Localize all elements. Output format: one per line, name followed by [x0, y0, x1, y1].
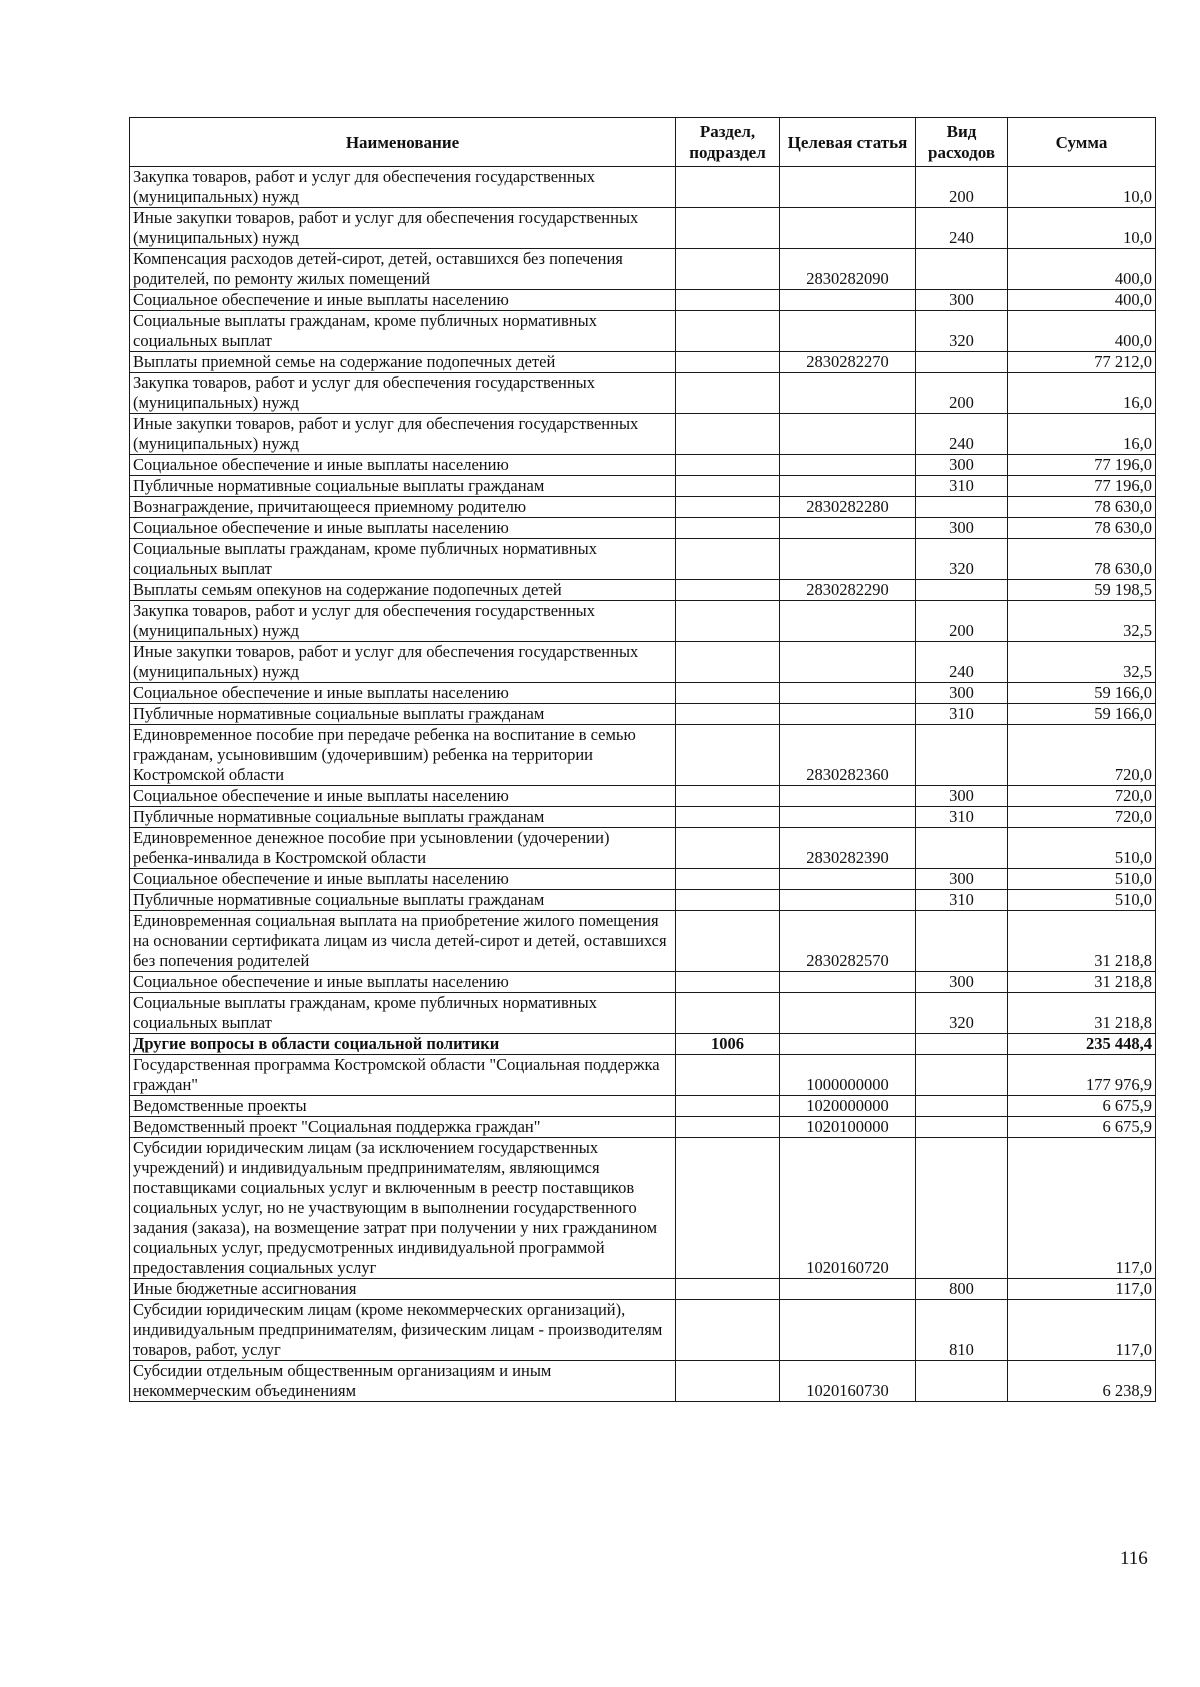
- cell-sum: 77 196,0: [1008, 455, 1156, 476]
- cell-sum: 400,0: [1008, 311, 1156, 352]
- cell-section: [676, 167, 780, 208]
- cell-kind: [916, 1138, 1008, 1279]
- cell-article: 2830282290: [780, 580, 916, 601]
- cell-article: [780, 807, 916, 828]
- cell-kind: 240: [916, 208, 1008, 249]
- cell-name: Иные бюджетные ассигнования: [130, 1279, 676, 1300]
- cell-kind: [916, 1034, 1008, 1055]
- cell-name: Государственная программа Костромской области "Социальная поддержка граждан": [130, 1055, 676, 1096]
- cell-sum: 16,0: [1008, 373, 1156, 414]
- cell-sum: 31 218,8: [1008, 972, 1156, 993]
- table-row: [130, 580, 1156, 601]
- cell-name: Социальное обеспечение и иные выплаты населению: [130, 683, 676, 704]
- cell-section: [676, 642, 780, 683]
- cell-kind: [916, 352, 1008, 373]
- table-header-row: [130, 118, 1156, 167]
- cell-article: [780, 208, 916, 249]
- table-row: [130, 497, 1156, 518]
- cell-article: [780, 869, 916, 890]
- cell-kind: 310: [916, 807, 1008, 828]
- cell-name: Социальное обеспечение и иные выплаты населению: [130, 455, 676, 476]
- header-sum: Сумма: [1008, 118, 1156, 167]
- table-row: [130, 683, 1156, 704]
- cell-article: [780, 683, 916, 704]
- table-row: [130, 518, 1156, 539]
- cell-section: [676, 1361, 780, 1402]
- cell-section: [676, 1096, 780, 1117]
- cell-name: Ведомственный проект "Социальная поддержка граждан": [130, 1117, 676, 1138]
- cell-sum: 117,0: [1008, 1279, 1156, 1300]
- cell-kind: [916, 580, 1008, 601]
- cell-sum: 117,0: [1008, 1138, 1156, 1279]
- cell-section: [676, 1117, 780, 1138]
- cell-kind: [916, 911, 1008, 972]
- page-number: 116: [1120, 1548, 1148, 1569]
- cell-section: [676, 208, 780, 249]
- cell-article: [780, 786, 916, 807]
- table-row: [130, 890, 1156, 911]
- cell-section: [676, 828, 780, 869]
- table-row: [130, 352, 1156, 373]
- cell-sum: 6 675,9: [1008, 1096, 1156, 1117]
- cell-article: 1020000000: [780, 1096, 916, 1117]
- cell-kind: 300: [916, 455, 1008, 476]
- table-row: [130, 642, 1156, 683]
- cell-section: [676, 476, 780, 497]
- cell-kind: 200: [916, 373, 1008, 414]
- cell-name: Выплаты семьям опекунов на содержание подопечных детей: [130, 580, 676, 601]
- cell-kind: [916, 828, 1008, 869]
- cell-section: [676, 414, 780, 455]
- cell-name: Единовременное денежное пособие при усыновлении (удочерении) ребенка-инвалида в Костромской области: [130, 828, 676, 869]
- cell-article: [780, 414, 916, 455]
- cell-name: Публичные нормативные социальные выплаты гражданам: [130, 476, 676, 497]
- table-row: [130, 1300, 1156, 1361]
- cell-name: Социальное обеспечение и иные выплаты населению: [130, 786, 676, 807]
- cell-article: 1020100000: [780, 1117, 916, 1138]
- table-row: [130, 290, 1156, 311]
- cell-kind: 300: [916, 518, 1008, 539]
- cell-sum: 78 630,0: [1008, 518, 1156, 539]
- cell-article: 1000000000: [780, 1055, 916, 1096]
- cell-kind: 240: [916, 414, 1008, 455]
- cell-sum: 400,0: [1008, 290, 1156, 311]
- cell-section: [676, 497, 780, 518]
- cell-name: Публичные нормативные социальные выплаты гражданам: [130, 890, 676, 911]
- cell-kind: 310: [916, 476, 1008, 497]
- cell-name: Публичные нормативные социальные выплаты гражданам: [130, 807, 676, 828]
- cell-kind: 200: [916, 167, 1008, 208]
- table-row: [130, 414, 1156, 455]
- cell-sum: 510,0: [1008, 828, 1156, 869]
- cell-name: Ведомственные проекты: [130, 1096, 676, 1117]
- cell-kind: [916, 1055, 1008, 1096]
- cell-name: Субсидии юридическим лицам (за исключением государственных учреждений) и индивидуальным предпринимателям, являющимся поставщиками социальных услуг и включенным в реестр поставщиков социальных услуг, но не участвующим в выполнении государственного задания (заказа), на возмещение затрат при получении у них гражданином социальных услуг, предусмотренных индивидуальной программой предоставления социальных услуг: [130, 1138, 676, 1279]
- cell-sum: 6 238,9: [1008, 1361, 1156, 1402]
- cell-section: [676, 290, 780, 311]
- cell-article: [780, 311, 916, 352]
- cell-section: [676, 580, 780, 601]
- table-body: [130, 167, 1156, 1402]
- table-row: [130, 539, 1156, 580]
- cell-sum: 78 630,0: [1008, 539, 1156, 580]
- cell-article: [780, 518, 916, 539]
- table-row: [130, 807, 1156, 828]
- cell-kind: 310: [916, 704, 1008, 725]
- cell-section: [676, 311, 780, 352]
- cell-sum: 510,0: [1008, 890, 1156, 911]
- cell-kind: 320: [916, 311, 1008, 352]
- cell-section: [676, 518, 780, 539]
- cell-name: Единовременное пособие при передаче ребенка на воспитание в семью гражданам, усыновившим (удочерившим) ребенка на территории Костромской области: [130, 725, 676, 786]
- cell-kind: [916, 497, 1008, 518]
- cell-sum: 77 212,0: [1008, 352, 1156, 373]
- cell-article: [780, 890, 916, 911]
- cell-sum: 16,0: [1008, 414, 1156, 455]
- cell-section: [676, 869, 780, 890]
- cell-article: [780, 167, 916, 208]
- cell-sum: 10,0: [1008, 167, 1156, 208]
- cell-article: 2830282570: [780, 911, 916, 972]
- cell-name: Компенсация расходов детей-сирот, детей, оставшихся без попечения родителей, по ремонту жилых помещений: [130, 249, 676, 290]
- cell-name: Социальное обеспечение и иные выплаты населению: [130, 972, 676, 993]
- cell-name: Социальное обеспечение и иные выплаты населению: [130, 290, 676, 311]
- table-row: [130, 167, 1156, 208]
- cell-kind: 300: [916, 683, 1008, 704]
- cell-article: [780, 642, 916, 683]
- header-name: Наименование: [130, 118, 676, 167]
- header-kind: Вид расходов: [916, 118, 1008, 167]
- cell-sum: 78 630,0: [1008, 497, 1156, 518]
- cell-sum: 59 166,0: [1008, 683, 1156, 704]
- table-row: [130, 786, 1156, 807]
- cell-article: [780, 539, 916, 580]
- cell-section: [676, 539, 780, 580]
- table-row: [130, 704, 1156, 725]
- cell-kind: 200: [916, 601, 1008, 642]
- table-row: [130, 1096, 1156, 1117]
- table-row: [130, 1117, 1156, 1138]
- cell-kind: 240: [916, 642, 1008, 683]
- cell-kind: 300: [916, 869, 1008, 890]
- budget-table: [129, 117, 1156, 1402]
- cell-article: 1020160730: [780, 1361, 916, 1402]
- cell-kind: 300: [916, 290, 1008, 311]
- header-section: Раздел, подраздел: [676, 118, 780, 167]
- cell-name: Выплаты приемной семье на содержание подопечных детей: [130, 352, 676, 373]
- cell-name: Социальные выплаты гражданам, кроме публичных нормативных социальных выплат: [130, 539, 676, 580]
- cell-section: [676, 455, 780, 476]
- cell-sum: 177 976,9: [1008, 1055, 1156, 1096]
- cell-section: [676, 1300, 780, 1361]
- cell-section: [676, 911, 780, 972]
- cell-article: [780, 476, 916, 497]
- cell-section: [676, 972, 780, 993]
- cell-article: 2830282270: [780, 352, 916, 373]
- table-row: [130, 869, 1156, 890]
- cell-section: [676, 807, 780, 828]
- cell-sum: 510,0: [1008, 869, 1156, 890]
- cell-article: 1020160720: [780, 1138, 916, 1279]
- cell-section: [676, 704, 780, 725]
- cell-article: [780, 704, 916, 725]
- cell-sum: 720,0: [1008, 725, 1156, 786]
- cell-name: Публичные нормативные социальные выплаты гражданам: [130, 704, 676, 725]
- cell-section: [676, 683, 780, 704]
- cell-sum: 59 198,5: [1008, 580, 1156, 601]
- cell-kind: 320: [916, 539, 1008, 580]
- table-row: [130, 1279, 1156, 1300]
- cell-section: 1006: [676, 1034, 780, 1055]
- cell-kind: 300: [916, 972, 1008, 993]
- cell-name: Другие вопросы в области социальной политики: [130, 1034, 676, 1055]
- cell-name: Иные закупки товаров, работ и услуг для обеспечения государственных (муниципальных) нужд: [130, 208, 676, 249]
- cell-article: [780, 455, 916, 476]
- cell-kind: 320: [916, 993, 1008, 1034]
- table-row: [130, 911, 1156, 972]
- cell-name: Субсидии юридическим лицам (кроме некоммерческих организаций), индивидуальным предпринимателям, физическим лицам - производителям товаров, работ, услуг: [130, 1300, 676, 1361]
- cell-section: [676, 249, 780, 290]
- table-row: [130, 249, 1156, 290]
- cell-article: [780, 373, 916, 414]
- cell-kind: 310: [916, 890, 1008, 911]
- cell-article: [780, 1279, 916, 1300]
- cell-kind: [916, 249, 1008, 290]
- cell-sum: 720,0: [1008, 786, 1156, 807]
- cell-article: [780, 290, 916, 311]
- cell-section: [676, 352, 780, 373]
- cell-kind: [916, 1117, 1008, 1138]
- table-row: [130, 972, 1156, 993]
- cell-section: [676, 725, 780, 786]
- cell-sum: 10,0: [1008, 208, 1156, 249]
- cell-article: [780, 1034, 916, 1055]
- cell-sum: 32,5: [1008, 642, 1156, 683]
- table-row: [130, 828, 1156, 869]
- table-row: [130, 476, 1156, 497]
- cell-sum: 400,0: [1008, 249, 1156, 290]
- cell-section: [676, 1138, 780, 1279]
- cell-section: [676, 1055, 780, 1096]
- cell-name: Закупка товаров, работ и услуг для обеспечения государственных (муниципальных) нужд: [130, 373, 676, 414]
- cell-sum: 720,0: [1008, 807, 1156, 828]
- cell-article: 2830282280: [780, 497, 916, 518]
- cell-sum: 117,0: [1008, 1300, 1156, 1361]
- cell-kind: 810: [916, 1300, 1008, 1361]
- cell-name: Закупка товаров, работ и услуг для обеспечения государственных (муниципальных) нужд: [130, 601, 676, 642]
- table-row: [130, 208, 1156, 249]
- cell-article: 2830282360: [780, 725, 916, 786]
- table-row: [130, 993, 1156, 1034]
- cell-article: 2830282090: [780, 249, 916, 290]
- cell-name: Единовременная социальная выплата на приобретение жилого помещения на основании сертификата лицам из числа детей-сирот и детей, оставшихся без попечения родителей: [130, 911, 676, 972]
- cell-section: [676, 993, 780, 1034]
- cell-name: Социальные выплаты гражданам, кроме публичных нормативных социальных выплат: [130, 993, 676, 1034]
- cell-kind: 300: [916, 786, 1008, 807]
- table-row: [130, 1034, 1156, 1055]
- cell-article: [780, 972, 916, 993]
- table-row: [130, 1138, 1156, 1279]
- cell-kind: 800: [916, 1279, 1008, 1300]
- table-row: [130, 725, 1156, 786]
- table-row: [130, 455, 1156, 476]
- cell-kind: [916, 1096, 1008, 1117]
- cell-sum: 6 675,9: [1008, 1117, 1156, 1138]
- cell-section: [676, 601, 780, 642]
- cell-sum: 59 166,0: [1008, 704, 1156, 725]
- cell-name: Иные закупки товаров, работ и услуг для обеспечения государственных (муниципальных) нужд: [130, 642, 676, 683]
- table-row: [130, 1055, 1156, 1096]
- cell-name: Социальное обеспечение и иные выплаты населению: [130, 869, 676, 890]
- cell-name: Социальные выплаты гражданам, кроме публичных нормативных социальных выплат: [130, 311, 676, 352]
- cell-name: Иные закупки товаров, работ и услуг для обеспечения государственных (муниципальных) нужд: [130, 414, 676, 455]
- cell-article: [780, 1300, 916, 1361]
- cell-section: [676, 373, 780, 414]
- cell-sum: 77 196,0: [1008, 476, 1156, 497]
- cell-section: [676, 890, 780, 911]
- cell-name: Социальное обеспечение и иные выплаты населению: [130, 518, 676, 539]
- cell-name: Закупка товаров, работ и услуг для обеспечения государственных (муниципальных) нужд: [130, 167, 676, 208]
- cell-kind: [916, 725, 1008, 786]
- cell-name: Вознаграждение, причитающееся приемному родителю: [130, 497, 676, 518]
- cell-sum: 31 218,8: [1008, 911, 1156, 972]
- cell-sum: 235 448,4: [1008, 1034, 1156, 1055]
- header-article: Целевая статья: [780, 118, 916, 167]
- cell-section: [676, 786, 780, 807]
- cell-article: [780, 993, 916, 1034]
- cell-article: 2830282390: [780, 828, 916, 869]
- table-row: [130, 373, 1156, 414]
- cell-sum: 32,5: [1008, 601, 1156, 642]
- cell-section: [676, 1279, 780, 1300]
- table-row: [130, 601, 1156, 642]
- cell-name: Субсидии отдельным общественным организациям и иным некоммерческим объединениям: [130, 1361, 676, 1402]
- table-row: [130, 311, 1156, 352]
- cell-article: [780, 601, 916, 642]
- cell-sum: 31 218,8: [1008, 993, 1156, 1034]
- cell-kind: [916, 1361, 1008, 1402]
- table-row: [130, 1361, 1156, 1402]
